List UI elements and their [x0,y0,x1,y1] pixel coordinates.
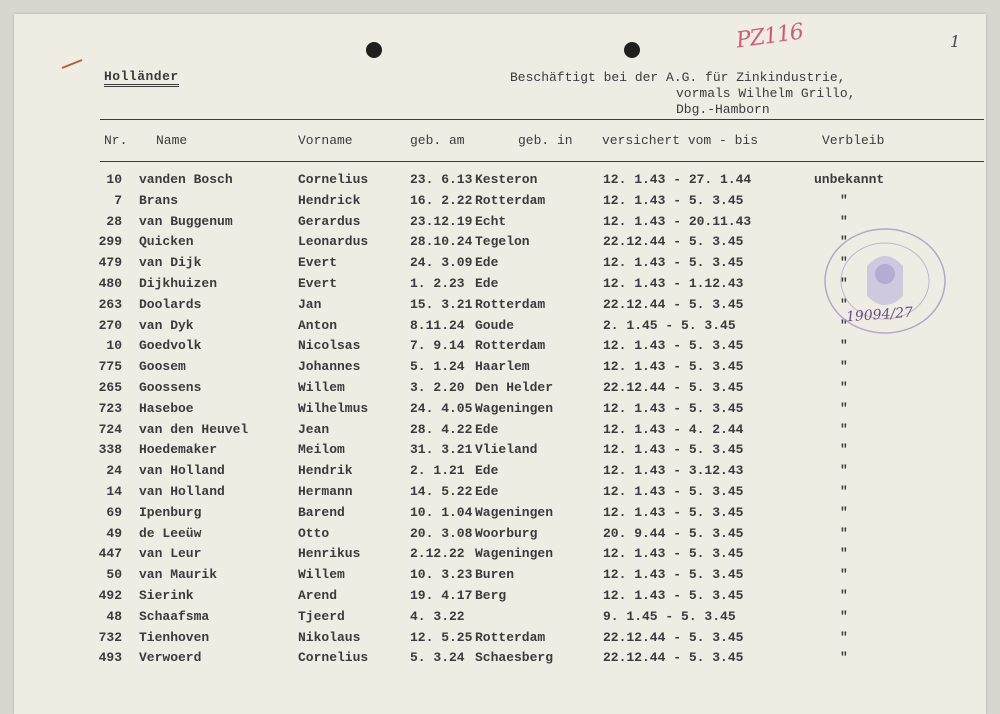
row-versichert: 2. 1.45 - 5. 3.45 [603,317,736,333]
row-name: van Holland [139,484,225,499]
row-versichert: 12. 1.43 - 1.12.43 [603,276,744,291]
header-versichert: versichert vom - bis [602,133,759,148]
row-nr: 10 [106,172,122,187]
row-nr: 479 [98,255,122,271]
row-vorname: Anton [298,317,338,333]
row-name: Goossens [139,380,202,395]
row-vorname: Jean [298,421,330,437]
row-name: Brans [139,192,179,208]
row-name: van Dijk [139,255,202,271]
employer-line-2: vormals Wilhelm Grillo, [676,86,856,101]
row-geb-am: 4. 3.22 [410,608,465,624]
row-nr: 723 [98,400,122,416]
row-geb-am: 23.12.19 [410,213,473,229]
row-vorname: Evert [298,276,338,291]
row-versichert: 22.12.44 - 5. 3.45 [603,650,744,666]
row-geb-in: Berg [475,588,507,603]
table-row [0,630,1000,650]
row-geb-am: 8.11.24 [410,317,465,333]
row-vorname: Arend [298,588,338,603]
row-geb-in: Ede [475,421,499,437]
row-versichert: 12. 1.43 - 5. 3.45 [603,546,744,562]
employer-line-3: Dbg.-Hamborn [676,102,770,117]
table-row [0,526,1000,546]
table-row [0,588,1000,608]
row-geb-in: Rotterdam [475,192,546,208]
row-nr: 10 [106,338,122,354]
row-verbleib: " [840,255,848,271]
employer-block [510,70,855,118]
row-name: Goedvolk [139,338,202,354]
row-geb-am: 24. 4.05 [410,400,473,416]
table-row [0,650,1000,670]
row-versichert: 12. 1.43 - 4. 2.44 [603,421,744,437]
row-verbleib: " [840,296,848,312]
table-row [0,380,1000,400]
page-marker: 1 [950,32,961,51]
row-geb-in: Wageningen [475,504,554,520]
row-verbleib: " [840,234,848,250]
row-nr: 270 [98,317,122,333]
row-name: Ipenburg [139,504,202,520]
row-geb-in: Vlieland [475,442,538,458]
row-vorname: Meilom [298,442,345,458]
row-name: van Maurik [139,567,218,583]
row-geb-in: Tegelon [475,234,530,250]
row-geb-in: Woorburg [475,525,538,541]
row-name: Sierink [139,588,194,603]
row-name: Dijkhuizen [139,276,218,291]
row-name: Hoedemaker [139,442,218,458]
punch-hole-right [624,42,640,58]
row-versichert: 12. 1.43 - 5. 3.45 [603,504,744,520]
row-geb-am: 16. 2.22 [410,192,473,208]
row-vorname: Leonardus [298,234,369,250]
row-geb-am: 1. 2.23 [410,276,465,291]
header-rule-bottom [100,161,984,162]
row-versichert: 9. 1.45 - 5. 3.45 [603,608,736,624]
row-versichert: 12. 1.43 - 3.12.43 [603,463,744,479]
row-vorname: Tjeerd [298,608,345,624]
row-versichert: 12. 1.43 - 20.11.43 [603,213,752,229]
row-name: Verwoerd [139,650,202,666]
row-verbleib: " [840,442,848,458]
document-title: Holländer [104,70,179,87]
row-verbleib: " [840,546,848,562]
row-name: Quicken [139,234,194,250]
table-row [0,401,1000,421]
row-geb-in: Haarlem [475,359,530,375]
row-geb-am: 23. 6.13 [410,172,473,187]
row-verbleib: " [840,588,848,603]
row-geb-am: 28. 4.22 [410,421,473,437]
row-name: Goosem [139,359,186,375]
row-verbleib: " [840,338,848,354]
table-row [0,546,1000,566]
row-verbleib: " [840,629,848,645]
row-name: van Holland [139,463,225,479]
table-row [0,484,1000,504]
row-geb-in: Ede [475,255,499,271]
row-verbleib: " [840,359,848,375]
row-vorname: Barend [298,504,345,520]
row-vorname: Nicolsas [298,338,361,354]
row-geb-in: Ede [475,463,499,479]
row-verbleib: " [840,317,848,333]
row-versichert: 12. 1.43 - 5. 3.45 [603,338,744,354]
row-geb-am: 10. 3.23 [410,567,473,583]
row-nr: 775 [98,359,122,375]
row-geb-in: Rotterdam [475,296,546,312]
row-geb-in: Schaesberg [475,650,554,666]
row-name: de Leeüw [139,525,202,541]
row-vorname: Hermann [298,484,353,499]
row-nr: 7 [114,192,122,208]
row-name: Schaafsma [139,608,210,624]
row-verbleib: " [840,421,848,437]
header-geb-in: geb. in [518,133,573,148]
row-name: Doolards [139,296,202,312]
row-verbleib: " [840,650,848,666]
row-verbleib: " [840,484,848,499]
row-geb-am: 31. 3.21 [410,442,473,458]
row-verbleib: " [840,608,848,624]
row-vorname: Nikolaus [298,629,361,645]
row-vorname: Henrikus [298,546,361,562]
row-geb-in: Kesteron [475,172,538,187]
row-versichert: 12. 1.43 - 5. 3.45 [603,588,744,603]
table-row [0,463,1000,483]
row-nr: 493 [98,650,122,666]
row-versichert: 12. 1.43 - 5. 3.45 [603,255,744,271]
header-name: Name [156,133,188,148]
row-nr: 28 [106,213,122,229]
row-nr: 69 [106,504,122,520]
row-name: Haseboe [139,400,194,416]
row-versichert: 12. 1.43 - 5. 3.45 [603,442,744,458]
row-vorname: Gerardus [298,213,361,229]
row-geb-in: Echt [475,213,507,229]
row-versichert: 22.12.44 - 5. 3.45 [603,234,744,250]
row-nr: 265 [98,380,122,395]
row-nr: 50 [106,567,122,583]
row-verbleib: " [840,567,848,583]
row-geb-am: 15. 3.21 [410,296,473,312]
row-verbleib: " [840,504,848,520]
row-verbleib: " [840,400,848,416]
row-nr: 447 [98,546,122,562]
table-row [0,609,1000,629]
row-verbleib: " [840,463,848,479]
row-nr: 14 [106,484,122,499]
row-verbleib: " [840,213,848,229]
row-verbleib: " [840,525,848,541]
row-geb-in: Wageningen [475,400,554,416]
row-geb-am: 2. 1.21 [410,463,465,479]
row-name: vanden Bosch [139,172,233,187]
row-geb-am: 20. 3.08 [410,525,473,541]
row-name: Tienhoven [139,629,210,645]
row-versichert: 12. 1.43 - 27. 1.44 [603,172,752,187]
row-nr: 732 [98,629,122,645]
row-geb-am: 12. 5.25 [410,629,473,645]
row-geb-in: Goude [475,317,515,333]
row-vorname: Johannes [298,359,361,375]
row-versichert: 12. 1.43 - 5. 3.45 [603,400,744,416]
row-vorname: Otto [298,525,330,541]
row-nr: 49 [106,525,122,541]
row-geb-am: 3. 2.20 [410,380,465,395]
employer-line-1: Beschäftigt bei der A.G. für Zinkindustrie, [510,70,846,85]
row-nr: 263 [98,296,122,312]
row-vorname: Cornelius [298,650,369,666]
table-row [0,567,1000,587]
row-nr: 480 [98,276,122,291]
row-geb-am: 19. 4.17 [410,588,473,603]
stamp-number: 19094/27 [845,304,914,326]
table-row [0,505,1000,525]
row-geb-in: Rotterdam [475,338,546,354]
row-geb-in: Ede [475,484,499,499]
table-row [0,172,1000,192]
row-vorname: Wilhelmus [298,400,369,416]
row-verbleib: " [840,192,848,208]
row-name: van den Heuvel [139,421,249,437]
row-versichert: 12. 1.43 - 5. 3.45 [603,359,744,375]
row-versichert: 12. 1.43 - 5. 3.45 [603,484,744,499]
row-geb-am: 24. 3.09 [410,255,473,271]
row-versichert: 12. 1.43 - 5. 3.45 [603,567,744,583]
row-vorname: Willem [298,380,345,395]
table-row [0,442,1000,462]
row-verbleib: " [840,380,848,395]
table-row [0,422,1000,442]
row-nr: 24 [106,463,122,479]
table-row [0,193,1000,213]
row-versichert: 20. 9.44 - 5. 3.45 [603,525,744,541]
row-verbleib: unbekannt [814,172,885,187]
row-geb-in: Rotterdam [475,629,546,645]
row-vorname: Cornelius [298,172,369,187]
row-geb-am: 10. 1.04 [410,504,473,520]
table-row [0,359,1000,379]
row-nr: 48 [106,608,122,624]
row-vorname: Willem [298,567,345,583]
row-nr: 492 [98,588,122,603]
row-geb-am: 14. 5.22 [410,484,473,499]
header-rule-top [100,119,984,120]
row-nr: 724 [98,421,122,437]
header-vorname: Vorname [298,133,353,148]
header-nr: Nr. [104,133,128,148]
row-vorname: Evert [298,255,338,271]
row-geb-am: 28.10.24 [410,234,473,250]
row-name: van Leur [139,546,202,562]
row-verbleib: " [840,276,848,291]
row-geb-in: Buren [475,567,515,583]
punch-hole-left [366,42,382,58]
ink-mark-icon [60,58,84,70]
header-verbleib: Verbleib [822,133,885,148]
table-row [0,338,1000,358]
row-versichert: 22.12.44 - 5. 3.45 [603,629,744,645]
row-name: van Buggenum [139,213,233,229]
row-geb-am: 5. 1.24 [410,359,465,375]
row-geb-in: Ede [475,276,499,291]
row-geb-am: 5. 3.24 [410,650,465,666]
row-vorname: Jan [298,296,322,312]
row-vorname: Hendrick [298,192,361,208]
row-geb-am: 7. 9.14 [410,338,465,354]
row-geb-in: Den Helder [475,380,554,395]
row-versichert: 22.12.44 - 5. 3.45 [603,296,744,312]
row-versichert: 12. 1.43 - 5. 3.45 [603,192,744,208]
row-vorname: Hendrik [298,463,353,479]
row-versichert: 22.12.44 - 5. 3.45 [603,380,744,395]
row-nr: 299 [98,234,122,250]
row-geb-am: 2.12.22 [410,546,465,562]
handwritten-code: PZ116 [734,19,805,54]
header-geb-am: geb. am [410,133,465,148]
row-nr: 338 [98,442,122,458]
row-name: van Dyk [139,317,194,333]
row-geb-in: Wageningen [475,546,554,562]
